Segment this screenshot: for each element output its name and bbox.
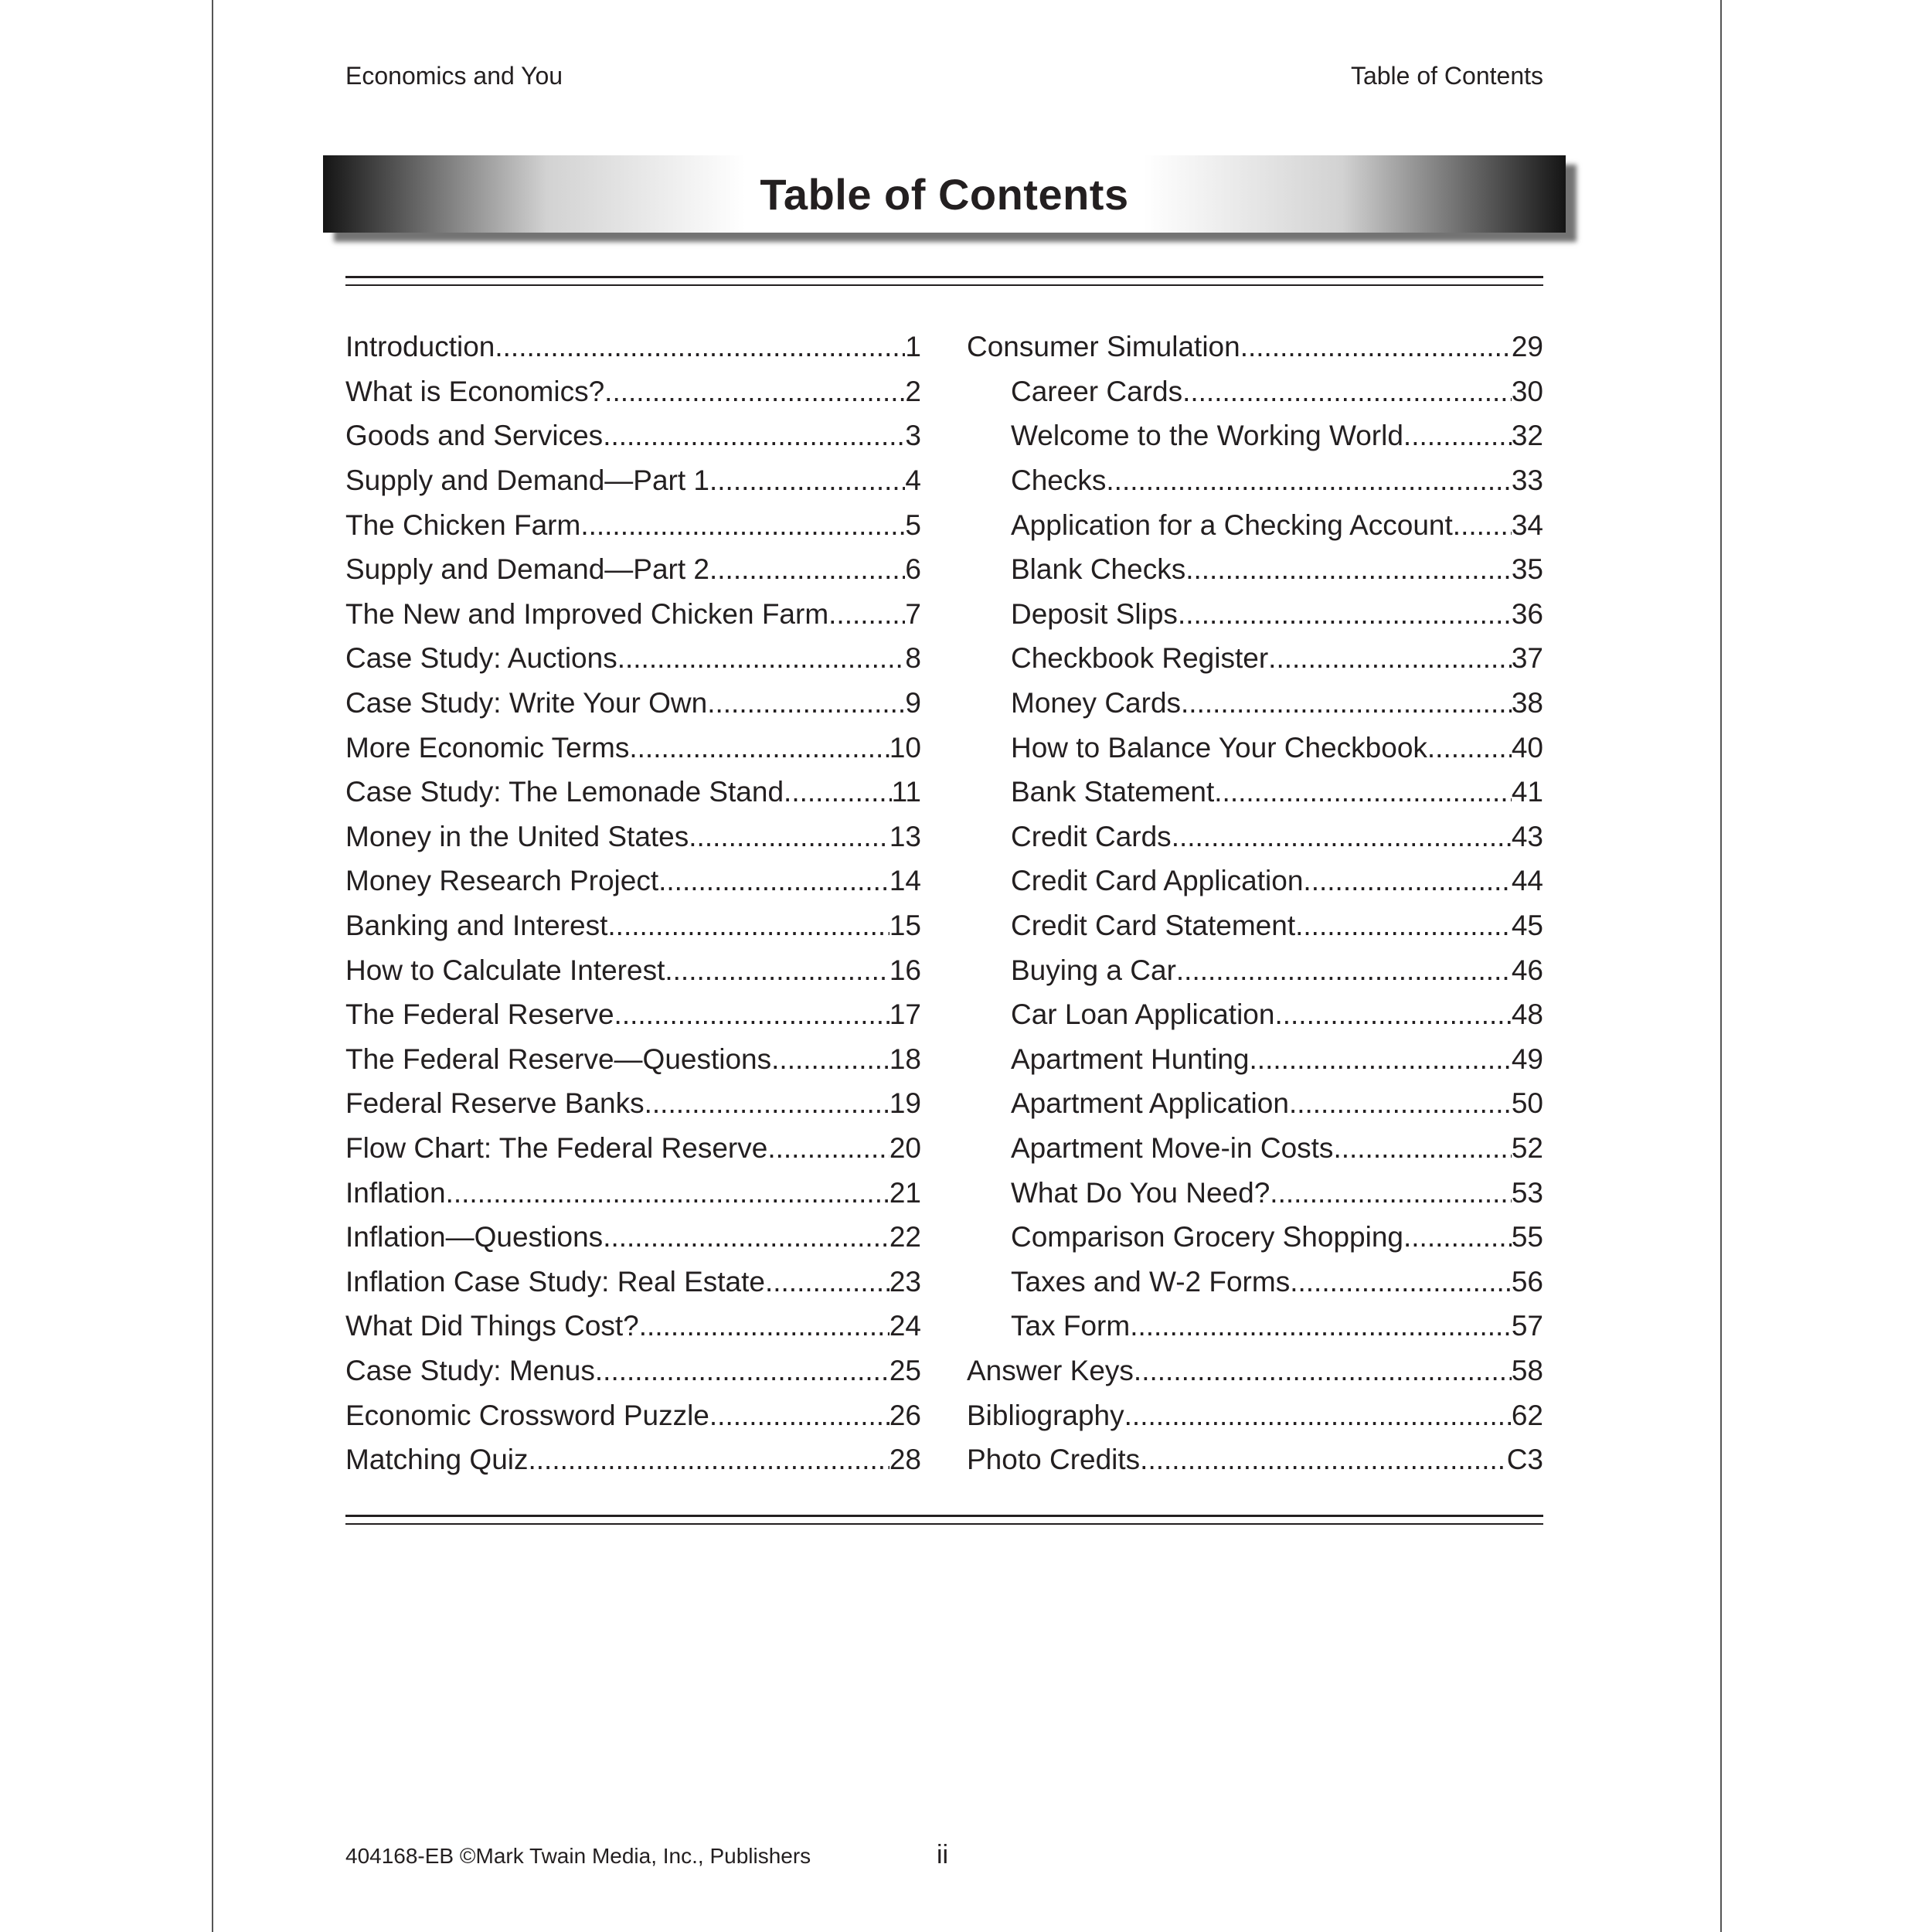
toc-entry-page: 15	[889, 910, 921, 942]
toc-entry-title: Checkbook Register	[1011, 642, 1269, 675]
toc-entry-title: Deposit Slips	[1011, 597, 1178, 630]
toc-entry	[967, 1081, 1543, 1126]
toc-dot-leader	[709, 466, 905, 495]
toc-dot-leader	[1185, 555, 1512, 583]
toc-entry-title: Consumer Simulation	[967, 331, 1240, 363]
toc-entry	[345, 1170, 921, 1215]
toc-entry	[967, 1393, 1543, 1437]
toc-entry-page: 19	[889, 1087, 921, 1120]
toc-dot-leader	[1453, 511, 1512, 539]
toc-entry-title: Welcome to the Working World	[1011, 420, 1403, 452]
toc-entry-title: Case Study: Menus	[345, 1354, 595, 1386]
toc-entry-page: 17	[889, 998, 921, 1031]
toc-dot-leader	[709, 1401, 889, 1430]
toc-entry	[967, 992, 1543, 1037]
toc-dot-leader	[607, 911, 889, 940]
header-book-title: Economics and You	[345, 62, 563, 90]
toc-entry-page: 24	[889, 1310, 921, 1342]
toc-dot-leader	[707, 689, 905, 717]
toc-entry-title: Tax Form	[1011, 1310, 1131, 1342]
toc-entry	[967, 636, 1543, 681]
toc-entry-title: More Economic Terms	[345, 731, 630, 764]
toc-entry-page: 48	[1511, 998, 1543, 1031]
toc-entry-title: Buying a Car	[1011, 954, 1176, 986]
toc-dot-leader	[767, 1134, 889, 1162]
toc-entry	[345, 636, 921, 681]
toc-entry-page: 16	[889, 954, 921, 986]
toc-entry	[345, 1349, 921, 1393]
toc-entry	[967, 903, 1543, 948]
toc-entry	[967, 592, 1543, 637]
toc-entry-page: 34	[1511, 509, 1543, 541]
toc-entry-page: 20	[889, 1131, 921, 1164]
toc-entry-title: Matching Quiz	[345, 1444, 529, 1476]
toc-dot-leader	[689, 822, 889, 851]
toc-entry	[967, 1037, 1543, 1082]
toc-dot-leader	[1181, 689, 1512, 717]
toc-dot-leader	[1172, 822, 1512, 851]
toc-dot-leader	[614, 1000, 889, 1029]
toc-entry	[967, 947, 1543, 992]
toc-entry-title: What Did Things Cost?	[345, 1310, 639, 1342]
toc-entry-page: 45	[1511, 910, 1543, 942]
toc-entry-page: 49	[1511, 1043, 1543, 1075]
toc-dot-leader	[1270, 1179, 1512, 1207]
toc-entry-page: 33	[1511, 464, 1543, 497]
toc-dot-leader	[603, 1223, 889, 1251]
toc-entry	[345, 1126, 921, 1171]
toc-entry-title: Career Cards	[1011, 375, 1183, 407]
toc-dot-leader	[617, 644, 906, 672]
toc-entry-title: Credit Card Application	[1011, 865, 1304, 897]
toc-entry-page: 25	[889, 1354, 921, 1386]
toc-entry-page: 57	[1511, 1310, 1543, 1342]
toc-dot-leader	[604, 377, 905, 406]
toc-entry-page: 6	[905, 553, 921, 586]
toc-dot-leader	[495, 332, 905, 361]
toc-entry-title: Case Study: Auctions	[345, 642, 617, 675]
toc-entry-page: 7	[905, 597, 921, 630]
toc-dot-leader	[603, 421, 905, 450]
toc-dot-leader	[1333, 1134, 1511, 1162]
toc-entry-page: 11	[891, 776, 921, 808]
toc-entry-title: The Federal Reserve—Questions	[345, 1043, 772, 1075]
toc-entry	[345, 859, 921, 903]
toc-entry-title: Answer Keys	[967, 1354, 1134, 1386]
toc-entry-page: 18	[889, 1043, 921, 1075]
toc-entry-page: C3	[1506, 1444, 1543, 1476]
toc-entry-page: 29	[1511, 331, 1543, 363]
title-banner	[323, 155, 1566, 233]
toc-entry-title: Case Study: Write Your Own	[345, 687, 708, 719]
toc-dot-leader	[529, 1445, 889, 1474]
toc-entry-title: Inflation Case Study: Real Estate	[345, 1265, 765, 1298]
toc-entry-page: 41	[1511, 776, 1543, 808]
toc-entry-title: Supply and Demand—Part 2	[345, 553, 709, 586]
toc-entry-title: Credit Card Statement	[1011, 910, 1296, 942]
toc-dot-leader	[1140, 1445, 1507, 1474]
toc-entry-title: Inflation—Questions	[345, 1221, 604, 1253]
toc-entry-page: 43	[1511, 820, 1543, 852]
toc-entry-title: Bibliography	[967, 1399, 1124, 1431]
toc-entry-title: What is Economics?	[345, 375, 605, 407]
toc-entry	[345, 458, 921, 503]
toc-entry-page: 52	[1511, 1131, 1543, 1164]
toc-entry-title: The Chicken Farm	[345, 509, 581, 541]
toc-entry	[345, 547, 921, 592]
toc-entry	[345, 1393, 921, 1437]
toc-entry-page: 32	[1511, 420, 1543, 452]
toc-entry-page: 4	[905, 464, 921, 497]
toc-entry-title: How to Balance Your Checkbook	[1011, 731, 1427, 764]
toc-entry	[345, 592, 921, 637]
toc-entry-title: What Do You Need?	[1011, 1176, 1270, 1209]
toc-dot-leader	[1303, 866, 1511, 895]
toc-entry-title: Money in the United States	[345, 820, 689, 852]
bottom-rule-thick	[345, 1515, 1543, 1517]
toc-entry-page: 30	[1511, 375, 1543, 407]
toc-entry-title: Federal Reserve Banks	[345, 1087, 645, 1120]
toc-entry	[967, 1126, 1543, 1171]
toc-entry	[345, 770, 921, 815]
toc-entry-page: 23	[889, 1265, 921, 1298]
toc-entry-page: 36	[1511, 597, 1543, 630]
toc-dot-leader	[1124, 1401, 1512, 1430]
toc-entry-page: 3	[905, 420, 921, 452]
toc-entry-title: Money Cards	[1011, 687, 1182, 719]
toc-entry	[967, 681, 1543, 726]
toc-dot-leader	[1178, 600, 1512, 628]
toc-dot-leader	[1427, 733, 1512, 762]
toc-dot-leader	[665, 956, 889, 985]
toc-entry	[345, 1081, 921, 1126]
toc-entry	[967, 1170, 1543, 1215]
toc-entry-title: The New and Improved Chicken Farm	[345, 597, 829, 630]
toc-dot-leader	[1214, 777, 1512, 806]
toc-entry-page: 37	[1511, 642, 1543, 675]
toc-dot-leader	[1130, 1311, 1512, 1340]
toc-entry	[967, 1215, 1543, 1260]
toc-entry-page: 53	[1511, 1176, 1543, 1209]
toc-entry	[967, 413, 1543, 458]
toc-entry	[345, 1259, 921, 1304]
toc-entry	[345, 1037, 921, 1082]
toc-dot-leader	[580, 511, 905, 539]
bottom-rule-thin	[345, 1523, 1543, 1525]
toc-dot-leader	[645, 1089, 889, 1117]
toc-entry-title: Bank Statement	[1011, 776, 1215, 808]
toc-entry-title: Checks	[1011, 464, 1107, 497]
toc-entry	[345, 903, 921, 948]
header-section-title: Table of Contents	[1350, 62, 1543, 90]
toc-dot-leader	[629, 733, 889, 762]
running-header	[345, 62, 1543, 90]
toc-dot-leader	[1289, 1089, 1512, 1117]
toc-entry	[345, 502, 921, 547]
top-rule-thick	[345, 276, 1543, 278]
toc-entry	[345, 681, 921, 726]
toc-dot-leader	[709, 555, 905, 583]
toc-entry-title: The Federal Reserve	[345, 998, 614, 1031]
toc-entry-title: Supply and Demand—Part 1	[345, 464, 709, 497]
toc-dot-leader	[828, 600, 905, 628]
toc-entry-title: Blank Checks	[1011, 553, 1186, 586]
toc-entry-title: Taxes and W-2 Forms	[1011, 1265, 1291, 1298]
toc-entry	[967, 815, 1543, 859]
toc-entry	[967, 725, 1543, 770]
toc-entry	[967, 547, 1543, 592]
toc-entry-page: 55	[1511, 1221, 1543, 1253]
toc-left-column	[345, 325, 921, 1481]
toc-dot-leader	[1176, 956, 1512, 985]
toc-dot-leader	[784, 777, 892, 806]
toc-entry-page: 40	[1511, 731, 1543, 764]
toc-entry-title: Apartment Hunting	[1011, 1043, 1250, 1075]
toc-entry-page: 35	[1511, 553, 1543, 586]
footer-page-number: ii	[937, 1840, 949, 1869]
toc-entry-page: 58	[1511, 1354, 1543, 1386]
toc-entry-title: Credit Cards	[1011, 820, 1172, 852]
toc-dot-leader	[1250, 1045, 1512, 1073]
toc-dot-leader	[1268, 644, 1512, 672]
toc-entry-page: 50	[1511, 1087, 1543, 1120]
toc-entry	[345, 325, 921, 369]
toc-entry	[967, 770, 1543, 815]
toc-entry-page: 44	[1511, 865, 1543, 897]
toc-entry-page: 10	[889, 731, 921, 764]
toc-entry-title: Money Research Project	[345, 865, 659, 897]
toc-dot-leader	[446, 1179, 889, 1207]
toc-entry	[345, 369, 921, 414]
toc-entry	[967, 1304, 1543, 1349]
toc-entry	[967, 369, 1543, 414]
toc-entry-title: Banking and Interest	[345, 910, 608, 942]
toc-dot-leader	[1182, 377, 1512, 406]
toc-entry	[345, 1215, 921, 1260]
toc-entry-title: Car Loan Application	[1011, 998, 1275, 1031]
toc-entry-title: Inflation	[345, 1176, 446, 1209]
toc-entry-title: Introduction	[345, 331, 495, 363]
toc-entry-page: 14	[889, 865, 921, 897]
toc-entry-page: 28	[889, 1444, 921, 1476]
toc-entry-page: 56	[1511, 1265, 1543, 1298]
toc-entry-title: How to Calculate Interest	[345, 954, 665, 986]
footer-publisher: 404168-EB ©Mark Twain Media, Inc., Publishers	[345, 1844, 811, 1868]
toc-dot-leader	[1240, 332, 1512, 361]
toc-dot-leader	[1106, 466, 1511, 495]
page-title: Table of Contents	[760, 169, 1129, 219]
toc-entry	[345, 992, 921, 1037]
toc-entry-title: Application for a Checking Account	[1011, 509, 1453, 541]
toc-entry	[967, 1437, 1543, 1482]
toc-dot-leader	[1295, 911, 1512, 940]
toc-entry-page: 13	[889, 820, 921, 852]
toc-dot-leader	[1134, 1356, 1512, 1385]
toc-entry	[345, 1304, 921, 1349]
toc-entry	[345, 815, 921, 859]
toc-entry-title: Apartment Move-in Costs	[1011, 1131, 1334, 1164]
toc-entry-title: Comparison Grocery Shopping	[1011, 1221, 1403, 1253]
toc-dot-leader	[765, 1267, 889, 1296]
toc-entry	[345, 413, 921, 458]
toc-entry	[967, 502, 1543, 547]
toc-dot-leader	[658, 866, 889, 895]
toc-entry-page: 21	[889, 1176, 921, 1209]
toc-entry-page: 5	[905, 509, 921, 541]
toc-entry	[967, 1349, 1543, 1393]
toc-entry-page: 62	[1511, 1399, 1543, 1431]
toc-dot-leader	[1290, 1267, 1512, 1296]
toc-entry-page: 22	[889, 1221, 921, 1253]
toc-entry	[345, 947, 921, 992]
toc-entry	[967, 325, 1543, 369]
toc-entry	[345, 725, 921, 770]
toc-dot-leader	[639, 1311, 889, 1340]
toc-entry-page: 1	[905, 331, 921, 363]
toc-entry	[345, 1437, 921, 1482]
toc-entry-title: Apartment Application	[1011, 1087, 1289, 1120]
toc-dot-leader	[771, 1045, 889, 1073]
toc-entry	[967, 1259, 1543, 1304]
toc-entry-page: 46	[1511, 954, 1543, 986]
toc-entry-title: Case Study: The Lemonade Stand	[345, 776, 784, 808]
toc-dot-leader	[1403, 1223, 1512, 1251]
toc-entry-page: 2	[905, 375, 921, 407]
toc-entry-title: Flow Chart: The Federal Reserve	[345, 1131, 768, 1164]
toc-dot-leader	[1403, 421, 1512, 450]
toc-entry-title: Photo Credits	[967, 1444, 1141, 1476]
toc-entry	[967, 859, 1543, 903]
toc-right-column	[967, 325, 1543, 1481]
toc-dot-leader	[1274, 1000, 1511, 1029]
toc-entry-page: 26	[889, 1399, 921, 1431]
toc-entry-page: 9	[905, 687, 921, 719]
toc-entry-title: Goods and Services	[345, 420, 604, 452]
top-rule-thin	[345, 284, 1543, 286]
toc-entry-title: Economic Crossword Puzzle	[345, 1399, 709, 1431]
toc-entry	[967, 458, 1543, 503]
toc-entry-page: 38	[1511, 687, 1543, 719]
toc-dot-leader	[595, 1356, 889, 1385]
toc-entry-page: 8	[905, 642, 921, 675]
